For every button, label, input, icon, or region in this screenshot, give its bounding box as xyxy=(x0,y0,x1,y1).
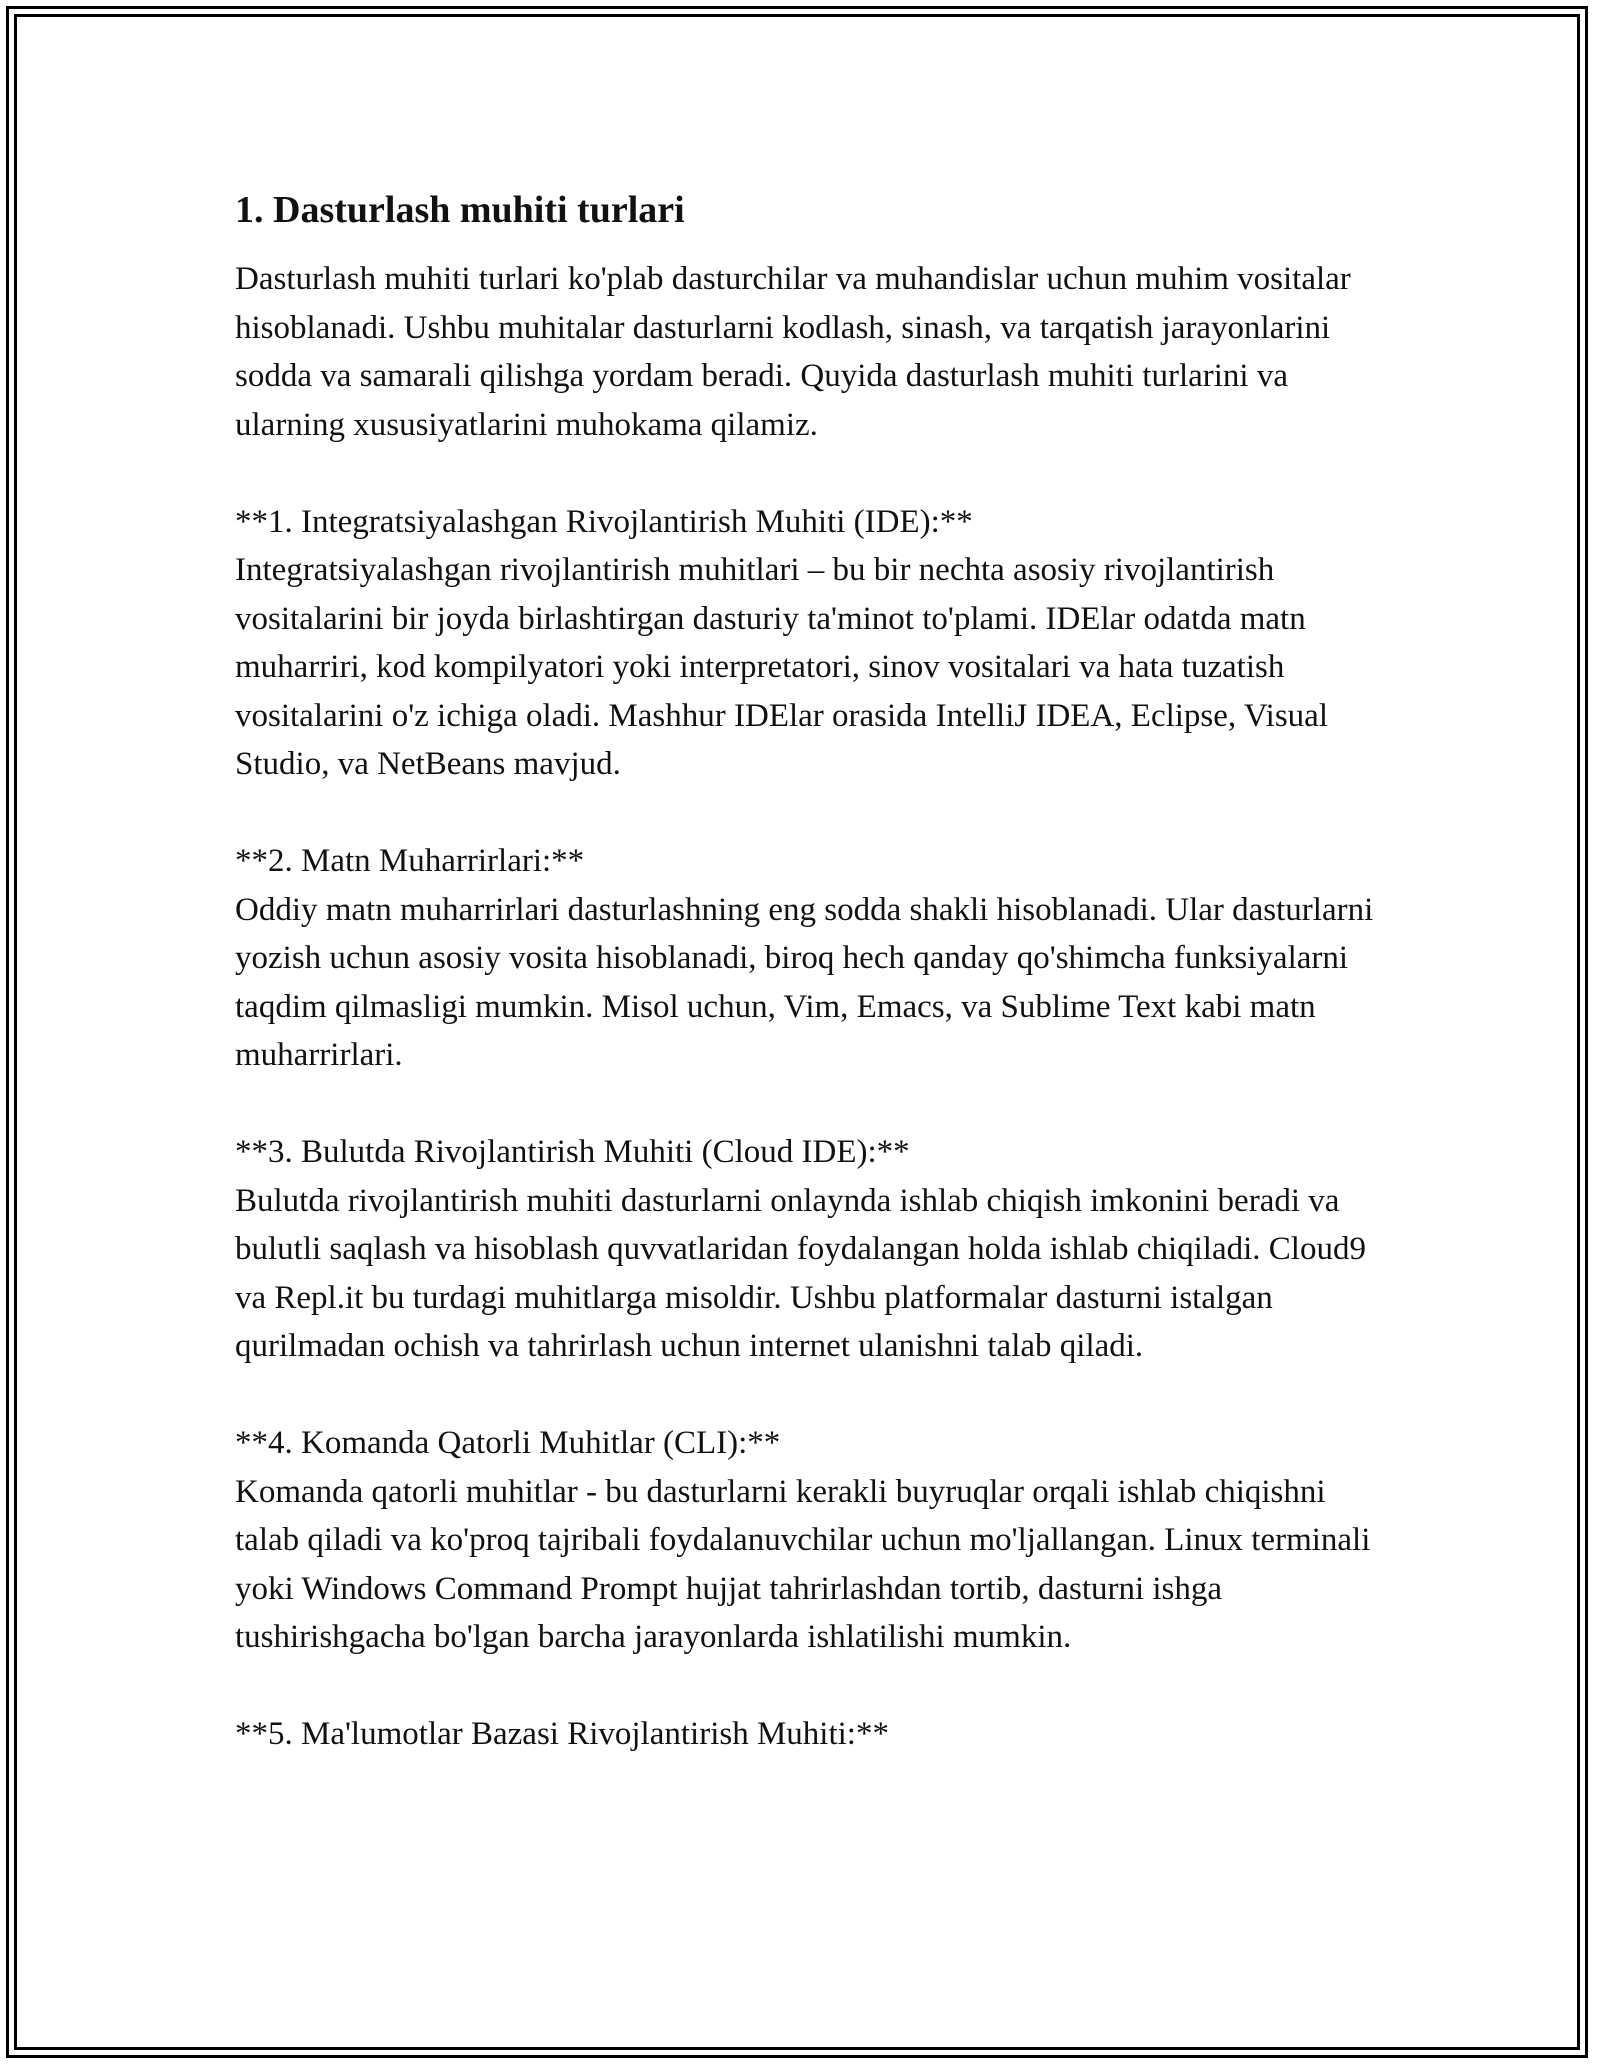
section-body: Oddiy matn muharrirlari dasturlashning eng sodda shakli hisoblanadi. Ular dasturlarni yozish uchun asosiy vosita hisoblanadi, biroq hech qanday qo'shimcha funksiyalarni taqdim qilmasligi mumkin. Misol uchun, Vim, Emacs, va Sublime Text kabi matn muharrirlari. xyxy=(235,891,1374,1073)
section-ide xyxy=(235,498,1375,789)
section-body: Komanda qatorli muhitlar - bu dasturlarni kerakli buyruqlar orqali ishlab chiqishni talab qiladi va ko'proq tajribali foydalanuvchilar uchun mo'ljallangan. Linux terminali yoki Windows Command Prompt hujjat tahrirlashdan tortib, dasturni ishga tushirishgacha bo'lgan barcha jarayonlarda ishlatilishi mumkin. xyxy=(235,1473,1371,1655)
section-heading: **2. Matn Muharrirlari:** xyxy=(235,843,585,879)
section-heading: **3. Bulutda Rivojlantirish Muhiti (Cloud IDE):** xyxy=(235,1134,910,1170)
document-body xyxy=(235,185,1375,1759)
section-cloud-ide xyxy=(235,1128,1375,1371)
intro-paragraph: Dasturlash muhiti turlari ko'plab dasturchilar va muhandislar uchun muhim vositalar hisoblanadi. Ushbu muhitalar dasturlarni kodlash, sinash, va tarqatish jarayonlarini sodda va samarali qilishga yordam beradi. Quyida dasturlash muhiti turlarini va ularning xususiyatlarini muhokama qilamiz. xyxy=(235,261,1351,443)
section-heading: **1. Integratsiyalashgan Rivojlantirish Muhiti (IDE):** xyxy=(235,503,973,540)
section-database xyxy=(235,1710,1375,1759)
document-title: 1. Dasturlash muhiti turlari xyxy=(235,189,685,231)
section-heading: **4. Komanda Qatorli Muhitlar (CLI):** xyxy=(235,1425,781,1461)
section-text-editors xyxy=(235,837,1375,1080)
section-body: Bulutda rivojlantirish muhiti dasturlarni onlaynda ishlab chiqish imkonini beradi va bulutli saqlash va hisoblash quvvatlaridan foydalangan holda ishlab chiqiladi. Cloud9 va Repl.it bu turdagi muhitlarga misoldir. Ushbu platformalar dasturni istalgan qurilmadan ochish va tahrirlash uchun internet ulanishni talab qiladi. xyxy=(235,1182,1366,1364)
section-body: Integratsiyalashgan rivojlantirish muhitlari – bu bir nechta asosiy rivojlantirish vositalarini bir joyda birlashtirgan dasturiy ta'minot to'plami. IDElar odatda matn muharriri, kod kompilyatori yoki interpretatori, sinov vositalari va hata tuzatish vositalarini o'z ichiga oladi. Mashhur IDElar orasida IntelliJ IDEA, Eclipse, Visual Studio, va NetBeans mavjud. xyxy=(235,552,1328,782)
section-heading: **5. Ma'lumotlar Bazasi Rivojlantirish Muhiti:** xyxy=(235,1716,889,1752)
section-cli xyxy=(235,1419,1375,1662)
